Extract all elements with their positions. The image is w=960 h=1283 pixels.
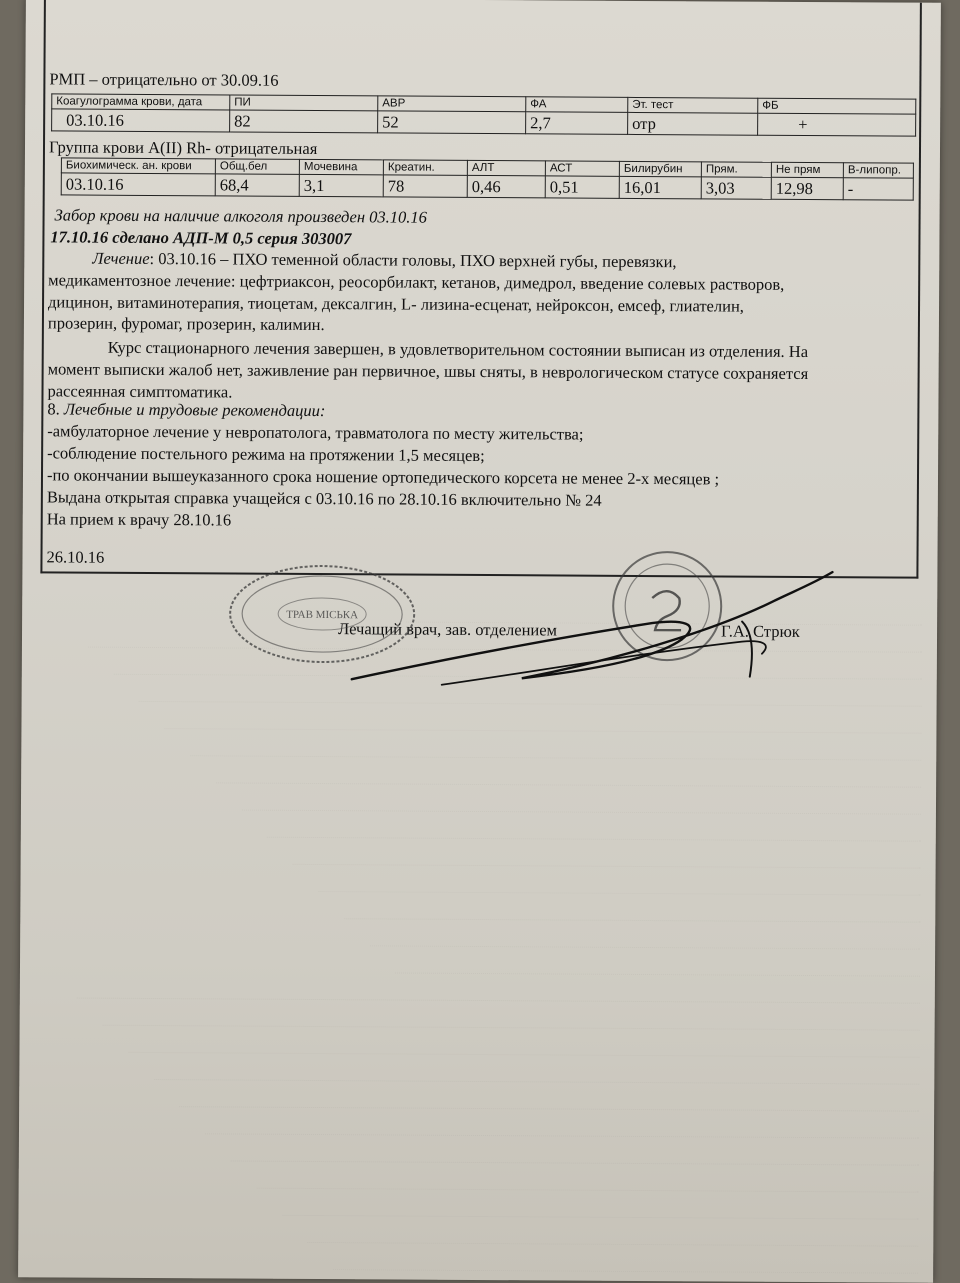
recommendations-heading (47, 399, 325, 421)
discharge-line-2: момент выписки жалоб нет, заживление ран первичное, швы сняты, в неврологическом статусе сохраняется (47, 359, 809, 383)
recommendation-item: -амбулаторное лечение у невропатолога, травматолога по месту жительства; (47, 421, 584, 444)
coag-cell: отр (628, 112, 758, 135)
reverse-side-line (205, 1111, 919, 1138)
alcohol-test-line: Забор крови на наличие алкоголя произведен 03.10.16 (54, 205, 428, 227)
treatment-label: Лечение (92, 248, 150, 268)
blood-group-line: Группа крови A(II) Rh- отрицательная (48, 137, 318, 159)
recommendations-title: Лечебные и трудовые рекомендации: (63, 399, 326, 421)
bio-header: Креатин. (383, 160, 467, 176)
oval-stamp-text: ТРАВ МІСЬКА (286, 608, 359, 622)
bio-cell: 0,46 (467, 175, 545, 197)
bio-header: Не прям (771, 162, 843, 177)
reverse-side-line (370, 923, 921, 949)
signature-label: Лечащий врач, зав. отделением (338, 619, 558, 640)
bio-header: Мочевина (299, 159, 383, 175)
bio-cell: 3,1 (299, 174, 383, 197)
discharge-line-3: рассеянная симптоматика. (47, 380, 233, 402)
biochemistry-table (61, 157, 914, 200)
reverse-side-line (180, 1084, 920, 1112)
reverse-side-line (282, 1193, 919, 1220)
appointment-line: На прием к врачу 28.10.16 (46, 509, 232, 530)
bio-header: Билирубин (619, 161, 701, 177)
treatment-text: : 03.10.16 – ПХО теменной области головы, ПХО верхней губы, перевязки, (149, 248, 677, 272)
rmp-line: РМП – отрицательно от 30.09.16 (49, 69, 279, 90)
coag-header: АВР (378, 96, 526, 112)
discharge-line-1: Курс стационарного лечения завершен, в удовлетворительном состоянии выписан из отделения. На (107, 337, 809, 362)
document-page (18, 0, 941, 1283)
bio-header: Биохимическ. ан. крови (61, 158, 215, 174)
bio-cell: 03.10.16 (61, 173, 215, 196)
treatment-line-2: медикаментозное лечение: цефтриаксон, реосорбилакт, кетанов, димедрол, введение солевых растворов, (48, 270, 785, 294)
discharge-paragraph (47, 336, 913, 407)
bio-cell: 0,51 (545, 176, 619, 198)
reverse-side-line (190, 733, 921, 760)
treatment-paragraph (48, 247, 915, 339)
reverse-side-line (333, 1247, 918, 1274)
bio-cell: - (843, 178, 913, 200)
reverse-side-line (165, 706, 922, 734)
certificate-line: Выдана открытая справка учащейся с 03.10.16 по 28.10.16 включительно № 24 (46, 487, 602, 510)
coag-cell: + (758, 113, 916, 136)
reverse-side-line (77, 976, 920, 1004)
recommendations-number: 8. (47, 399, 60, 419)
bio-header: Общ.бел (215, 159, 299, 175)
coag-header: Эт. тест (628, 97, 758, 113)
bio-header: Прям. (701, 162, 771, 177)
bio-cell: 78 (383, 175, 467, 198)
treatment-line-4: прозерин, фуромаг, прозерин, калимин. (47, 313, 325, 335)
reverse-side-line (395, 950, 920, 976)
bio-cell: 68,4 (215, 174, 299, 197)
bio-cell: 3,03 (701, 177, 771, 199)
coag-header: ФБ (758, 98, 916, 114)
handwritten-signature (322, 559, 883, 702)
bio-header: АЛТ (467, 160, 545, 175)
reverse-side-line (103, 1003, 920, 1031)
document-date: 26.10.16 (46, 547, 105, 567)
reverse-side-line (231, 1138, 919, 1165)
reverse-side-line (293, 842, 921, 869)
reverse-side-line (154, 1057, 920, 1085)
reverse-side-line (216, 760, 921, 787)
reverse-side-line (256, 1166, 918, 1193)
reverse-side-line (242, 788, 922, 815)
recommendation-item: -соблюдение постельного режима на протяжении 1,5 месяцев; (47, 443, 485, 466)
coagulogram-table (51, 93, 916, 136)
reverse-side-line (267, 815, 921, 842)
coag-header: ПИ (230, 95, 378, 111)
doctor-name: Г.А. Стрюк (721, 621, 800, 641)
reverse-side-line (308, 1220, 919, 1247)
reverse-side-line (128, 1030, 919, 1058)
coag-cell: 82 (230, 110, 378, 133)
bio-cell: 16,01 (619, 176, 701, 199)
reverse-side-line (318, 869, 920, 896)
reverse-side-line (344, 896, 920, 923)
coag-header: ФА (526, 97, 628, 113)
adp-vaccination-line: 17.10.16 сделано АДП-М 0,5 серия 303007 (50, 227, 352, 249)
coag-cell: 52 (378, 111, 526, 134)
treatment-line-3: дицинон, витаминотерапия, тиоцетам, дексалгин, L- лизина-есценат, нейроксон, емсеф, глиателин, (48, 291, 744, 316)
recommendation-item: -по окончании вышеуказанного срока ношение ортопедического корсета не менее 2-х месяцев ; (46, 465, 720, 489)
bio-header: АСТ (545, 161, 619, 176)
coag-header: Коагулограмма крови, дата (52, 94, 230, 110)
coag-cell: 2,7 (526, 112, 628, 135)
bio-cell: 12,98 (771, 177, 843, 199)
reverse-side-line (359, 1274, 918, 1283)
coag-cell: 03.10.16 (52, 109, 230, 132)
bio-header: В-липопр. (843, 163, 913, 178)
